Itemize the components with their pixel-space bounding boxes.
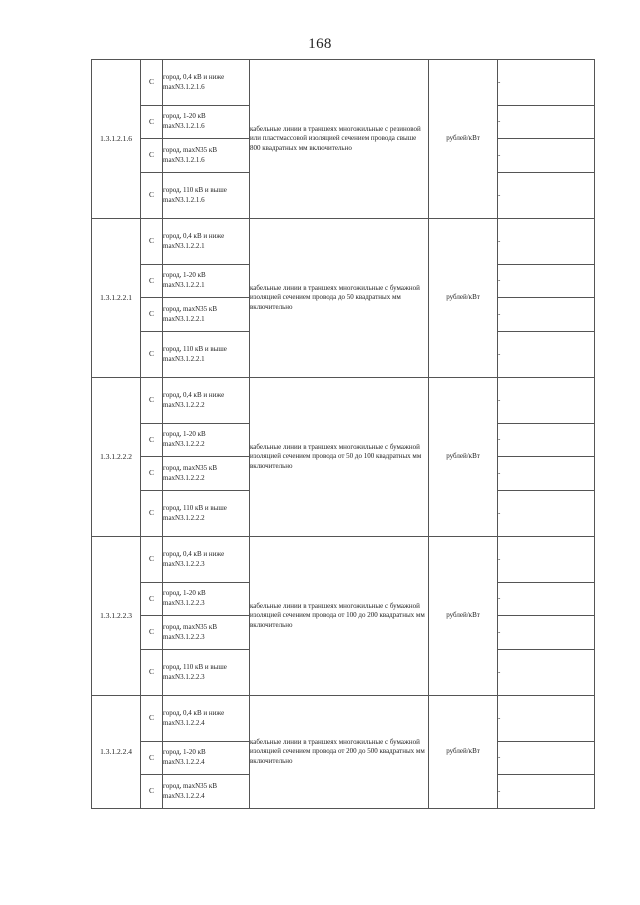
value-cell: - [498, 491, 595, 537]
voltage-level-cell: город, maxN35 кВ maxN3.1.2.2.2 [163, 457, 250, 491]
value-cell: - [498, 650, 595, 696]
zone-letter-cell: С [141, 491, 163, 537]
voltage-level-cell: город, 0,4 кВ и ниже maxN3.1.2.2.4 [163, 696, 250, 742]
tariff-table [91, 59, 595, 809]
voltage-level-cell: город, 1-20 кВ maxN3.1.2.2.3 [163, 583, 250, 616]
zone-letter-cell: С [141, 650, 163, 696]
value-cell: - [498, 106, 595, 139]
zone-letter-cell: С [141, 775, 163, 809]
voltage-level-cell: город, 110 кВ и выше maxN3.1.2.1.6 [163, 173, 250, 219]
description-cell: кабельные линии в траншеях многожильные с бумажной изоляцией сечением провода от 50 до 100 квадратных мм включительно [250, 378, 429, 537]
table-row [92, 378, 595, 424]
tariff-code-cell: 1.3.1.2.2.1 [92, 219, 141, 378]
zone-letter-cell: С [141, 537, 163, 583]
value-cell: - [498, 583, 595, 616]
tariff-table-body [92, 60, 595, 809]
tariff-code-cell: 1.3.1.2.2.2 [92, 378, 141, 537]
voltage-level-cell: город, 1-20 кВ maxN3.1.2.2.1 [163, 265, 250, 298]
value-cell: - [498, 775, 595, 809]
value-cell: - [498, 173, 595, 219]
voltage-level-cell: город, 110 кВ и выше maxN3.1.2.2.2 [163, 491, 250, 537]
description-cell: кабельные линии в траншеях многожильные с бумажной изоляцией сечением провода от 200 до 500 квадратных мм включительно [250, 696, 429, 809]
voltage-level-cell: город, 110 кВ и выше maxN3.1.2.2.3 [163, 650, 250, 696]
zone-letter-cell: С [141, 696, 163, 742]
unit-cell: рублей/кВт [429, 219, 498, 378]
tariff-code-cell: 1.3.1.2.2.3 [92, 537, 141, 696]
unit-cell: рублей/кВт [429, 378, 498, 537]
page-number: 168 [308, 36, 332, 52]
tariff-code-cell: 1.3.1.2.2.4 [92, 696, 141, 809]
value-cell: - [498, 139, 595, 173]
voltage-level-cell: город, 0,4 кВ и ниже maxN3.1.2.1.6 [163, 60, 250, 106]
value-cell: - [498, 616, 595, 650]
unit-cell: рублей/кВт [429, 696, 498, 809]
voltage-level-cell: город, 1-20 кВ maxN3.1.2.2.4 [163, 742, 250, 775]
zone-letter-cell: С [141, 424, 163, 457]
value-cell: - [498, 424, 595, 457]
value-cell: - [498, 332, 595, 378]
voltage-level-cell: город, 0,4 кВ и ниже maxN3.1.2.2.3 [163, 537, 250, 583]
description-cell: кабельные линии в траншеях многожильные с бумажной изоляцией сечением провода до 50 квадратных мм включительно [250, 219, 429, 378]
value-cell: - [498, 378, 595, 424]
zone-letter-cell: С [141, 457, 163, 491]
zone-letter-cell: С [141, 219, 163, 265]
voltage-level-cell: город, maxN35 кВ maxN3.1.2.2.3 [163, 616, 250, 650]
zone-letter-cell: С [141, 60, 163, 106]
zone-letter-cell: С [141, 298, 163, 332]
voltage-level-cell: город, 0,4 кВ и ниже maxN3.1.2.2.1 [163, 219, 250, 265]
unit-cell: рублей/кВт [429, 60, 498, 219]
voltage-level-cell: город, 0,4 кВ и ниже maxN3.1.2.2.2 [163, 378, 250, 424]
voltage-level-cell: город, maxN35 кВ maxN3.1.2.2.4 [163, 775, 250, 809]
table-row [92, 60, 595, 106]
value-cell: - [498, 537, 595, 583]
zone-letter-cell: С [141, 139, 163, 173]
value-cell: - [498, 696, 595, 742]
voltage-level-cell: город, 110 кВ и выше maxN3.1.2.2.1 [163, 332, 250, 378]
zone-letter-cell: С [141, 742, 163, 775]
value-cell: - [498, 219, 595, 265]
table-row [92, 537, 595, 583]
voltage-level-cell: город, 1-20 кВ maxN3.1.2.1.6 [163, 106, 250, 139]
zone-letter-cell: С [141, 265, 163, 298]
description-cell: кабельные линии в траншеях многожильные с бумажной изоляцией сечением провода от 100 до 200 квадратных мм включительно [250, 537, 429, 696]
zone-letter-cell: С [141, 106, 163, 139]
zone-letter-cell: С [141, 616, 163, 650]
tariff-code-cell: 1.3.1.2.1.6 [92, 60, 141, 219]
value-cell: - [498, 60, 595, 106]
zone-letter-cell: С [141, 378, 163, 424]
voltage-level-cell: город, 1-20 кВ maxN3.1.2.2.2 [163, 424, 250, 457]
value-cell: - [498, 457, 595, 491]
value-cell: - [498, 265, 595, 298]
zone-letter-cell: С [141, 173, 163, 219]
value-cell: - [498, 298, 595, 332]
table-row [92, 696, 595, 742]
description-cell: кабельные линии в траншеях многожильные с резиновой или пластмассовой изоляцией сечением провода свыше 800 квадратных мм включительно [250, 60, 429, 219]
zone-letter-cell: С [141, 332, 163, 378]
unit-cell: рублей/кВт [429, 537, 498, 696]
voltage-level-cell: город, maxN35 кВ maxN3.1.2.2.1 [163, 298, 250, 332]
table-row [92, 219, 595, 265]
value-cell: - [498, 742, 595, 775]
voltage-level-cell: город, maxN35 кВ maxN3.1.2.1.6 [163, 139, 250, 173]
zone-letter-cell: С [141, 583, 163, 616]
